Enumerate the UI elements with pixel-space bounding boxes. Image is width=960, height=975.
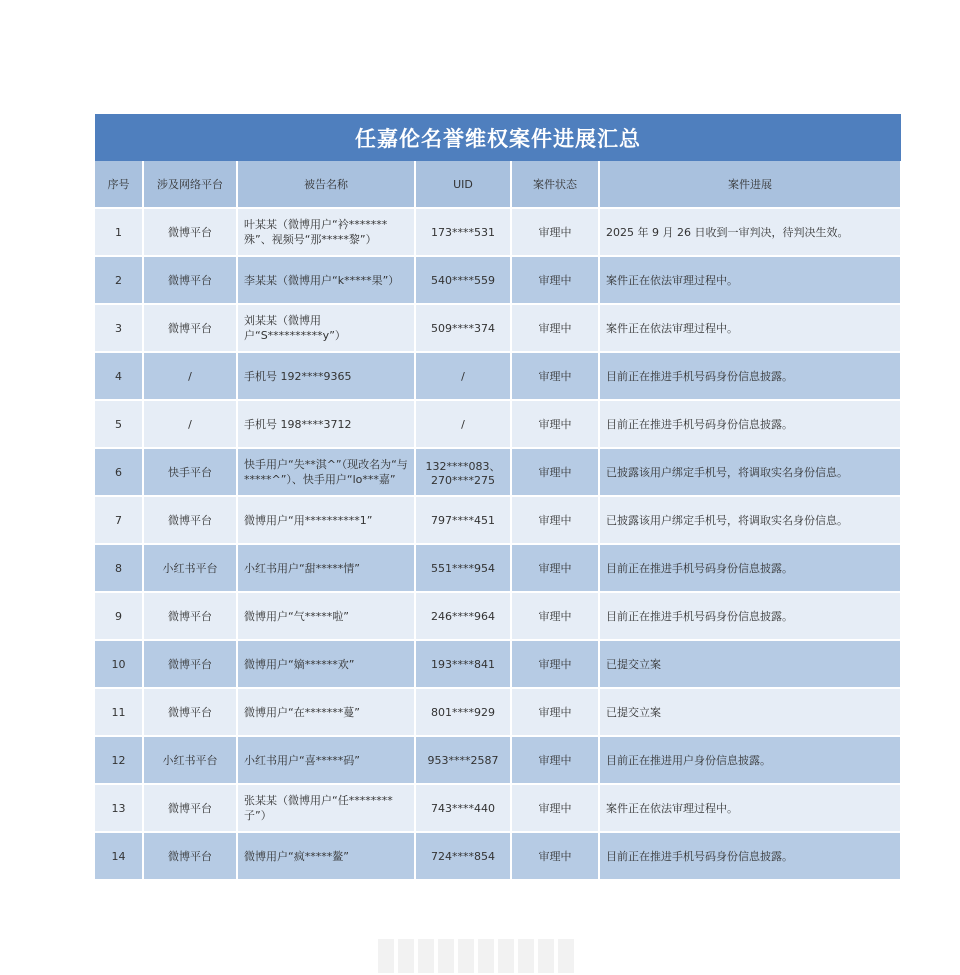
cell-no: 8 (95, 544, 143, 592)
cell-defendant: 微博用户“嫡******欢” (237, 640, 415, 688)
case-summary-table-container (95, 114, 901, 881)
cell-uid: / (415, 400, 511, 448)
table-row (95, 640, 901, 688)
table-row (95, 592, 901, 640)
cell-progress: 目前正在推进手机号码身份信息披露。 (599, 592, 901, 640)
cell-uid: 540****559 (415, 256, 511, 304)
cell-platform: 微博平台 (143, 832, 237, 880)
cell-status: 审理中 (511, 256, 599, 304)
cell-status: 审理中 (511, 352, 599, 400)
cell-no: 11 (95, 688, 143, 736)
cell-status: 审理中 (511, 208, 599, 256)
header-no: 序号 (95, 161, 143, 208)
cell-progress: 目前正在推进用户身份信息披露。 (599, 736, 901, 784)
cell-no: 1 (95, 208, 143, 256)
cell-progress: 案件正在依法审理过程中。 (599, 304, 901, 352)
table-row (95, 256, 901, 304)
cell-defendant: 微博用户“气*****啦” (237, 592, 415, 640)
cell-uid: 797****451 (415, 496, 511, 544)
cell-status: 审理中 (511, 784, 599, 832)
cell-progress: 2025 年 9 月 26 日收到一审判决，待判决生效。 (599, 208, 901, 256)
watermark-dots (378, 939, 574, 973)
case-progress-table (95, 161, 902, 881)
cell-platform: 快手平台 (143, 448, 237, 496)
cell-status: 审理中 (511, 592, 599, 640)
cell-no: 3 (95, 304, 143, 352)
cell-defendant: 微博用户“疯*****鳌” (237, 832, 415, 880)
cell-platform: / (143, 400, 237, 448)
cell-status: 审理中 (511, 304, 599, 352)
cell-platform: 微博平台 (143, 592, 237, 640)
header-defendant: 被告名称 (237, 161, 415, 208)
cell-defendant: 手机号 192****9365 (237, 352, 415, 400)
cell-platform: 小红书平台 (143, 544, 237, 592)
cell-defendant: 小红书用户“喜*****码” (237, 736, 415, 784)
header-platform: 涉及网络平台 (143, 161, 237, 208)
table-row (95, 784, 901, 832)
cell-status: 审理中 (511, 832, 599, 880)
cell-uid: 551****954 (415, 544, 511, 592)
cell-defendant: 李某某（微博用户“k*****果”） (237, 256, 415, 304)
cell-defendant: 叶某某（微博用户“衿*******殊”、视频号“那*****黎”） (237, 208, 415, 256)
cell-progress: 已提交立案 (599, 640, 901, 688)
table-row (95, 736, 901, 784)
cell-platform: 微博平台 (143, 496, 237, 544)
cell-platform: / (143, 352, 237, 400)
table-row (95, 400, 901, 448)
cell-progress: 案件正在依法审理过程中。 (599, 784, 901, 832)
table-row (95, 208, 901, 256)
header-progress: 案件进展 (599, 161, 901, 208)
cell-progress: 案件正在依法审理过程中。 (599, 256, 901, 304)
header-row (95, 161, 901, 208)
cell-defendant: 快手用户“失**淇^”（现改名为“与*****^”）、快手用户“lo***嘉” (237, 448, 415, 496)
cell-platform: 微博平台 (143, 640, 237, 688)
cell-uid: 743****440 (415, 784, 511, 832)
cell-progress: 目前正在推进手机号码身份信息披露。 (599, 400, 901, 448)
cell-no: 5 (95, 400, 143, 448)
cell-defendant: 小红书用户“甜*****情” (237, 544, 415, 592)
table-row (95, 832, 901, 880)
table-row (95, 544, 901, 592)
cell-no: 10 (95, 640, 143, 688)
cell-status: 审理中 (511, 496, 599, 544)
table-row (95, 304, 901, 352)
cell-defendant: 微博用户“在*******蔓” (237, 688, 415, 736)
header-status: 案件状态 (511, 161, 599, 208)
cell-defendant: 微博用户“用**********1” (237, 496, 415, 544)
table-row (95, 352, 901, 400)
cell-uid: 193****841 (415, 640, 511, 688)
cell-uid: 801****929 (415, 688, 511, 736)
cell-progress: 目前正在推进手机号码身份信息披露。 (599, 544, 901, 592)
cell-no: 14 (95, 832, 143, 880)
cell-defendant: 刘某某（微博用户“S**********y”） (237, 304, 415, 352)
cell-no: 6 (95, 448, 143, 496)
cell-platform: 微博平台 (143, 688, 237, 736)
cell-uid: 132****083、270****275 (415, 448, 511, 496)
cell-progress: 目前正在推进手机号码身份信息披露。 (599, 832, 901, 880)
cell-progress: 目前正在推进手机号码身份信息披露。 (599, 352, 901, 400)
cell-status: 审理中 (511, 640, 599, 688)
cell-status: 审理中 (511, 448, 599, 496)
cell-platform: 小红书平台 (143, 736, 237, 784)
cell-uid: 509****374 (415, 304, 511, 352)
cell-status: 审理中 (511, 736, 599, 784)
table-row (95, 688, 901, 736)
cell-no: 9 (95, 592, 143, 640)
cell-platform: 微博平台 (143, 208, 237, 256)
cell-progress: 已披露该用户绑定手机号，将调取实名身份信息。 (599, 496, 901, 544)
cell-no: 13 (95, 784, 143, 832)
cell-defendant: 手机号 198****3712 (237, 400, 415, 448)
cell-no: 12 (95, 736, 143, 784)
cell-uid: 724****854 (415, 832, 511, 880)
cell-defendant: 张某某（微博用户“任********子”） (237, 784, 415, 832)
cell-uid: 173****531 (415, 208, 511, 256)
cell-progress: 已披露该用户绑定手机号，将调取实名身份信息。 (599, 448, 901, 496)
cell-no: 2 (95, 256, 143, 304)
cell-uid: / (415, 352, 511, 400)
cell-platform: 微博平台 (143, 304, 237, 352)
table-row (95, 496, 901, 544)
cell-status: 审理中 (511, 544, 599, 592)
cell-platform: 微博平台 (143, 256, 237, 304)
cell-status: 审理中 (511, 400, 599, 448)
cell-uid: 953****2587 (415, 736, 511, 784)
header-uid: UID (415, 161, 511, 208)
cell-no: 7 (95, 496, 143, 544)
table-row (95, 448, 901, 496)
table-title: 任嘉伦名誉维权案件进展汇总 (95, 114, 901, 161)
cell-progress: 已提交立案 (599, 688, 901, 736)
cell-no: 4 (95, 352, 143, 400)
cell-uid: 246****964 (415, 592, 511, 640)
cell-status: 审理中 (511, 688, 599, 736)
cell-platform: 微博平台 (143, 784, 237, 832)
